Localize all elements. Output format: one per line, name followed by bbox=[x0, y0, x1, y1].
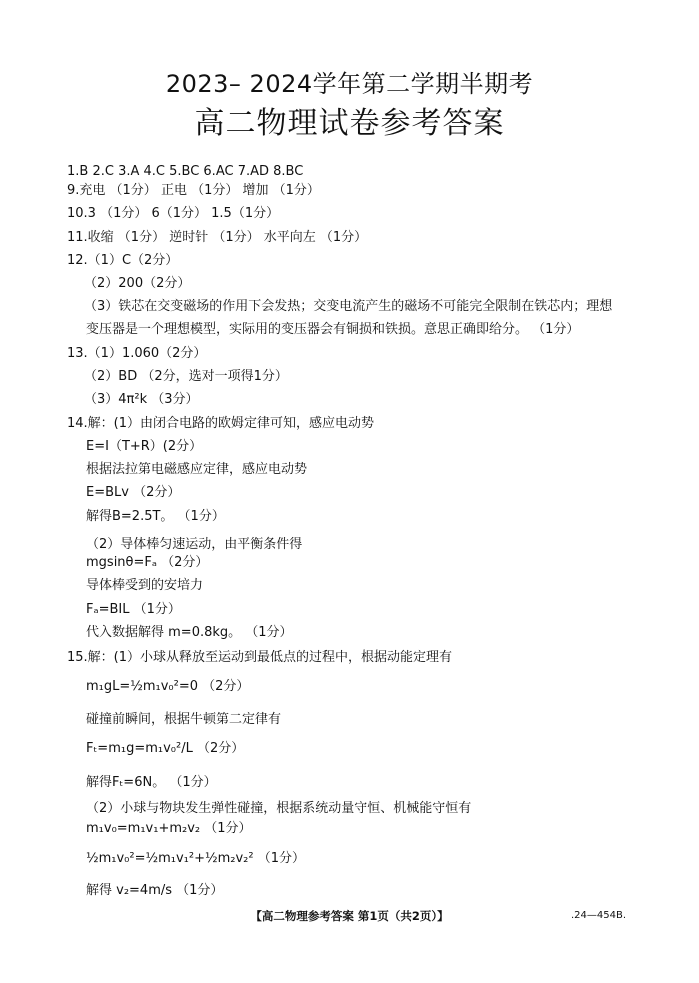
answer-line-q15-result1: 解得Fₜ=6N。 （1分） bbox=[86, 775, 217, 790]
answer-line-q15-part2: （2）小球与物块发生弹性碰撞，根据系统动量守恒、机械能守恒有 bbox=[86, 801, 472, 816]
answer-line-q15-eq4: ½m₁v₀²=½m₁v₁²+½m₂v₂² （1分） bbox=[86, 851, 305, 866]
answer-line-q12-2: （2）200（2分） bbox=[84, 276, 191, 291]
answer-line-q14-intro: 14.解：(1）由闭合电路的欧姆定律可知，感应电动势 bbox=[67, 416, 375, 431]
answer-line-q15-result2: 解得 v₂=4m/s （1分） bbox=[86, 883, 224, 898]
document-code: .24—454B. bbox=[571, 910, 627, 921]
answer-line-q12-1: 12.（1）C（2分） bbox=[67, 253, 179, 268]
answer-line-q13-2: （2）BD （2分，选对一项得1分） bbox=[84, 369, 288, 384]
answer-line-q15-eq2: Fₜ=m₁g=m₁v₀²/L （2分） bbox=[86, 741, 245, 756]
answer-line-q11: 11.收缩 （1分） 逆时针 （1分） 水平向左 （1分） bbox=[67, 230, 368, 245]
answer-line-q14-part2: （2）导体棒匀速运动，由平衡条件得 bbox=[86, 537, 303, 552]
answer-line-q15-eq3: m₁v₀=m₁v₁+m₂v₂ （1分） bbox=[86, 821, 252, 836]
answer-line-q14-eq2: E=BLv （2分） bbox=[86, 485, 181, 500]
page-footer: 【高二物理参考答案 第1页（共2页）】 bbox=[250, 909, 449, 923]
answer-line-q12-3b: 变压器是一个理想模型，实际用的变压器会有铜损和铁损。意思正确即给分。 （1分） bbox=[86, 322, 580, 337]
exam-title: 2023– 2024学年第二学期半期考 bbox=[165, 70, 534, 98]
answer-line-q9: 9.充电 （1分） 正电 （1分） 增加 （1分） bbox=[67, 183, 320, 198]
answer-line-q15-eq1: m₁gL=½m₁v₀²=0 （2分） bbox=[86, 679, 250, 694]
answer-line-q14-text1: 根据法拉第电磁感应定律，感应电动势 bbox=[86, 462, 308, 477]
answer-line-q14-result2: 代入数据解得 m=0.8kg。 （1分） bbox=[86, 625, 293, 640]
answer-line-q14-eq3: mgsinθ=Fₐ （2分） bbox=[86, 555, 209, 570]
answer-line-q14-result1: 解得B=2.5T。 （1分） bbox=[86, 509, 225, 524]
answer-line-q13-1: 13.（1）1.060（2分） bbox=[67, 346, 207, 361]
answer-line-q12-3a: （3）铁芯在交变磁场的作用下会发热；交变电流产生的磁场不可能完全限制在铁芯内；理想 bbox=[84, 299, 613, 314]
answer-line-choice: 1.B 2.C 3.A 4.C 5.BC 6.AC 7.AD 8.BC bbox=[67, 164, 304, 179]
answer-line-q14-eq1: E=I（T+R）(2分） bbox=[86, 439, 203, 454]
exam-subtitle: 高二物理试卷参考答案 bbox=[194, 106, 505, 141]
answer-line-q15-text1: 碰撞前瞬间，根据牛顿第二定律有 bbox=[86, 712, 282, 727]
answer-line-q14-text2: 导体棒受到的安培力 bbox=[86, 578, 204, 593]
answer-line-q13-3: （3）4π²k （3分） bbox=[84, 392, 199, 407]
answer-line-q14-eq4: Fₐ=BIL （1分） bbox=[86, 602, 181, 617]
answer-line-q15-intro: 15.解：(1）小球从释放至运动到最低点的过程中，根据动能定理有 bbox=[67, 650, 453, 665]
answer-line-q10: 10.3 （1分） 6（1分） 1.5（1分） bbox=[67, 206, 280, 221]
